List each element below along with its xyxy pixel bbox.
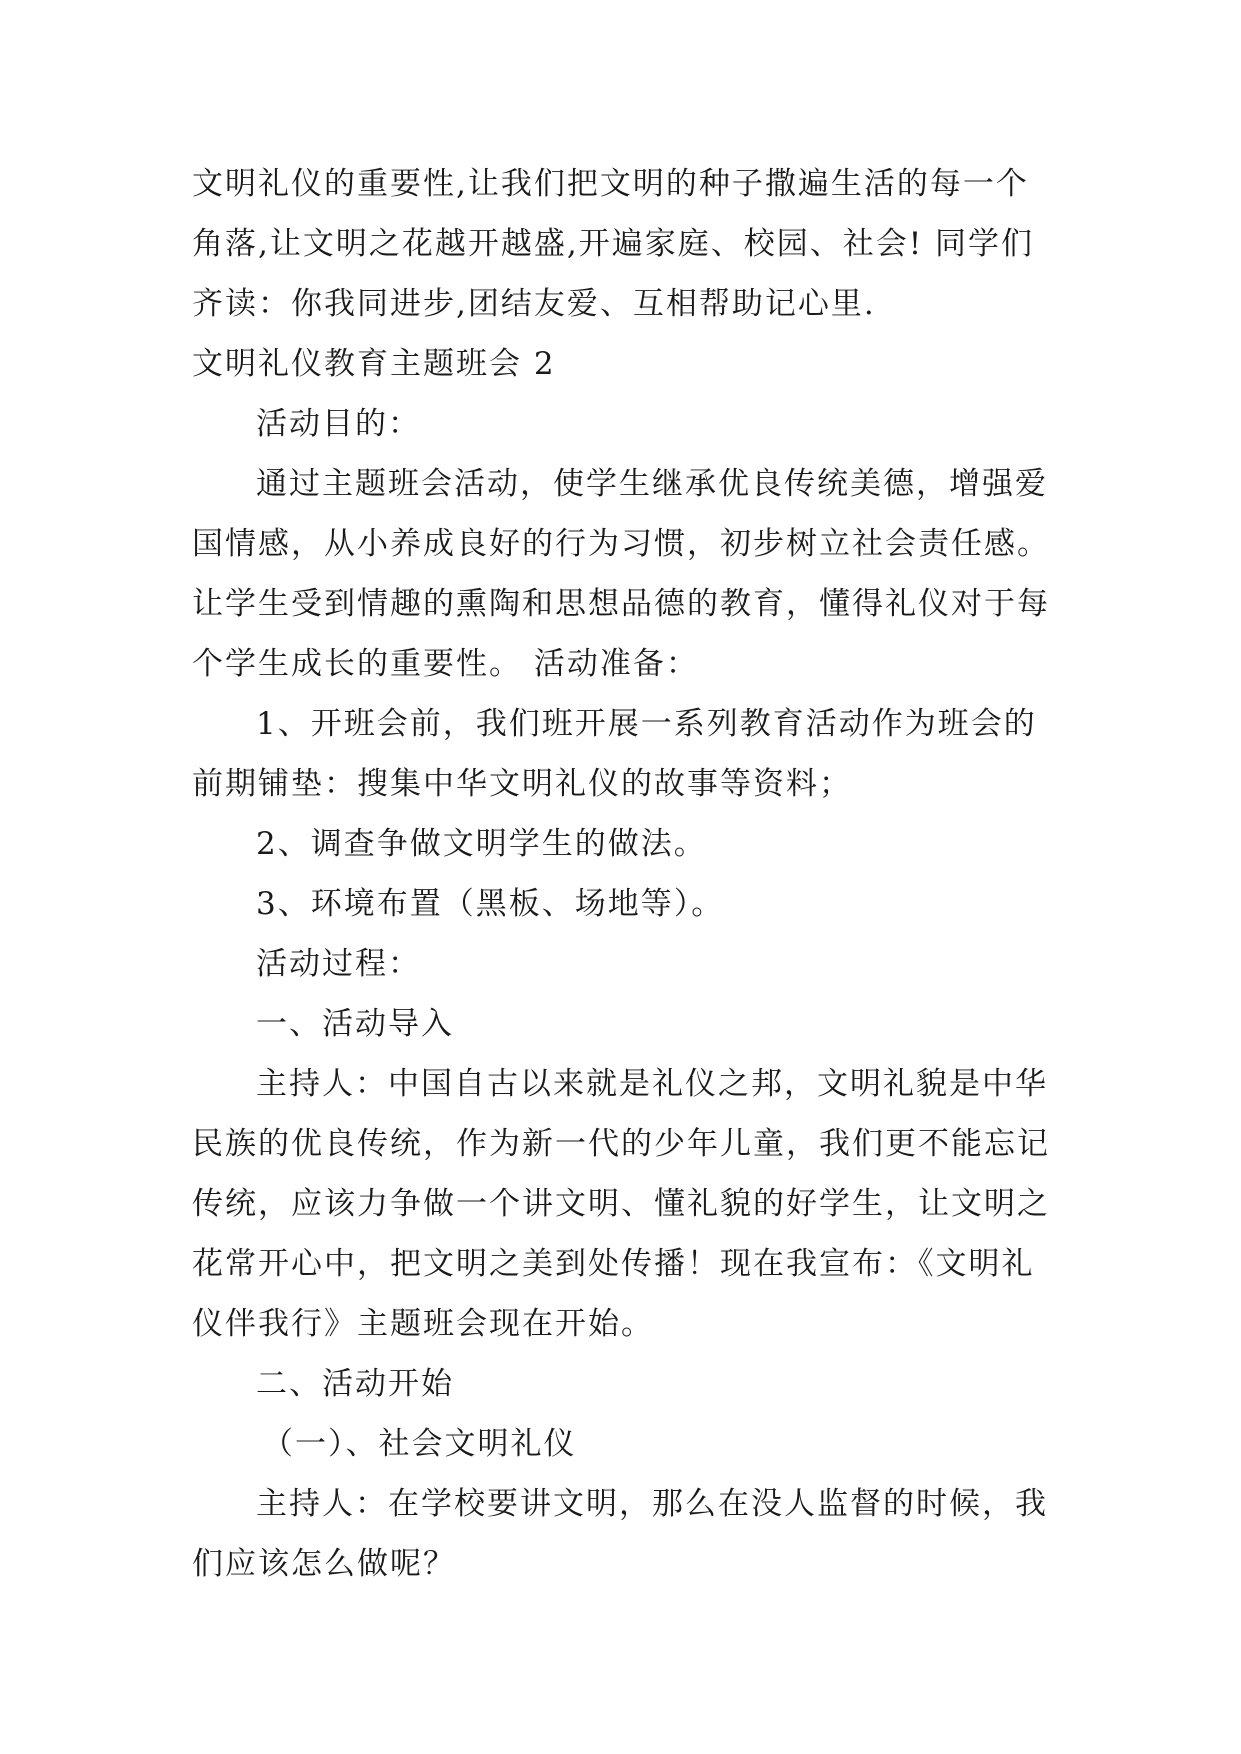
list-item: 1、开班会前，我们班开展一系列教育活动作为班会的 bbox=[256, 706, 1037, 742]
list-item: 3、环境布置（黑板、场地等）。 bbox=[256, 886, 725, 922]
heading-step-one: 一、活动导入 bbox=[256, 1006, 454, 1042]
section-title: 文明礼仪教育主题班会 2 bbox=[192, 346, 556, 382]
body-text-line: 主持人：在学校要讲文明，那么在没人监督的时候，我 bbox=[256, 1486, 1048, 1522]
body-text-line: 民族的优良传统，作为新一代的少年儿童，我们更不能忘记 bbox=[192, 1126, 1050, 1162]
list-item: 2、调查争做文明学生的做法。 bbox=[256, 826, 707, 862]
body-text-line: 们应该怎么做呢？ bbox=[192, 1546, 456, 1582]
body-text-line: 通过主题班会活动，使学生继承优良传统美德，增强爱 bbox=[256, 466, 1048, 502]
heading-activity-process: 活动过程： bbox=[256, 946, 421, 982]
body-text-line: 国情感，从小养成良好的行为习惯，初步树立社会责任感。 bbox=[192, 526, 1050, 562]
body-text-line: 传统，应该力争做一个讲文明、懂礼貌的好学生，让文明之 bbox=[192, 1186, 1050, 1222]
body-text-line: 仪伴我行》主题班会现在开始。 bbox=[192, 1306, 654, 1342]
body-text-line: 花常开心中，把文明之美到处传播！现在我宣布：《文明礼 bbox=[192, 1246, 1035, 1282]
body-text-line: 前期铺垫：搜集中华文明礼仪的故事等资料； bbox=[192, 766, 852, 802]
body-text-line: 让学生受到情趣的熏陶和思想品德的教育，懂得礼仪对于每 bbox=[192, 586, 1050, 622]
heading-activity-goal: 活动目的： bbox=[256, 406, 421, 442]
body-text-line: 主持人：中国自古以来就是礼仪之邦，文明礼貌是中华 bbox=[256, 1066, 1048, 1102]
subheading-social-etiquette: （一）、社会文明礼仪 bbox=[262, 1426, 577, 1462]
body-text-line: 个学生成长的重要性。 活动准备： bbox=[192, 646, 699, 682]
body-text-line: 角落,让文明之花越开越盛,开遍家庭、校园、社会! 同学们 bbox=[192, 226, 1035, 262]
heading-step-two: 二、活动开始 bbox=[256, 1366, 454, 1402]
body-text-line: 文明礼仪的重要性,让我们把文明的种子撒遍生活的每一个 bbox=[192, 166, 1029, 202]
body-text-line: 齐读：你我同进步,团结友爱、互相帮助记心里. bbox=[192, 286, 876, 322]
